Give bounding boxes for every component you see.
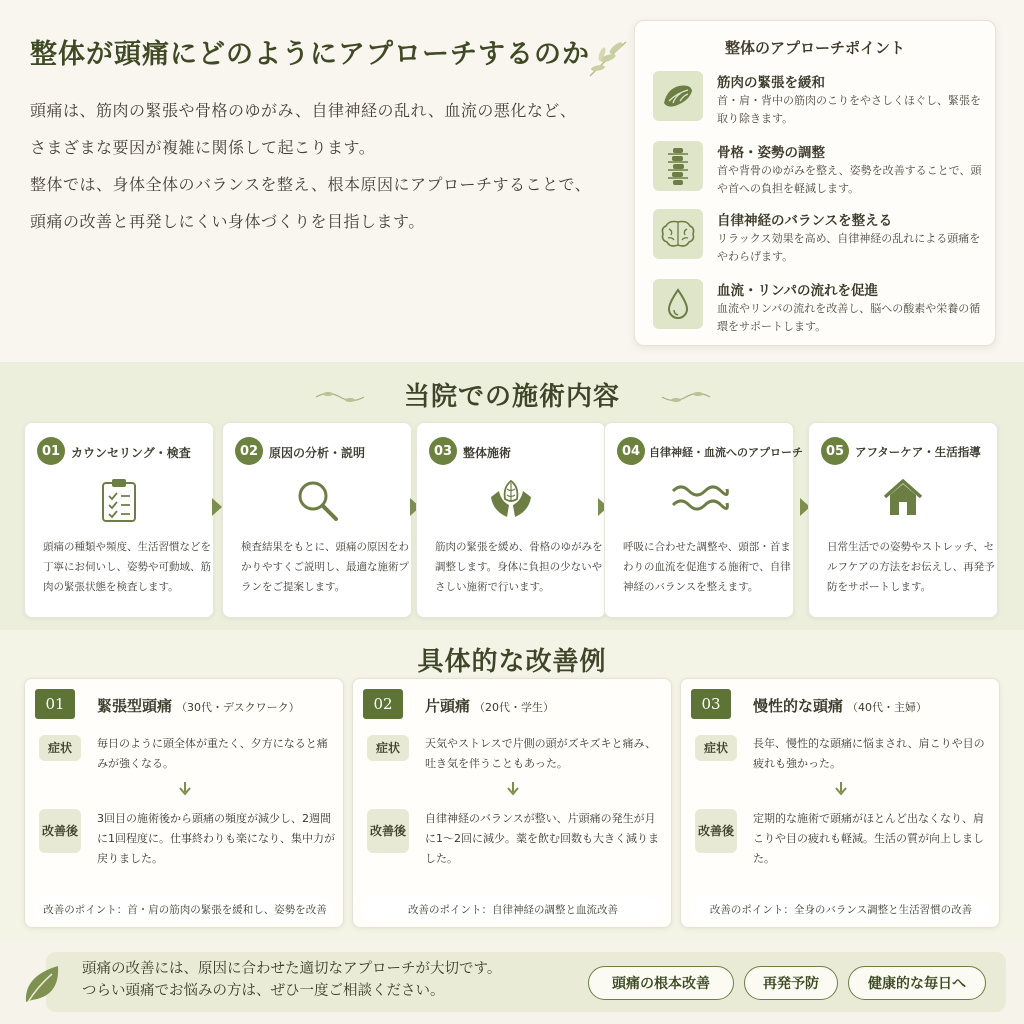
step-card (416, 422, 606, 618)
symptom-tag: 症状 (367, 735, 409, 761)
step-number: 05 (821, 437, 849, 465)
case-title-text: 片頭痛 (425, 697, 471, 715)
examples-title: 具体的な改善例 (417, 647, 607, 677)
case-subtitle: （20代・学生） (474, 701, 555, 714)
symptom-tag: 症状 (39, 735, 81, 761)
case-subtitle: （40代・主婦） (847, 701, 928, 714)
point-item (653, 141, 993, 205)
step-card (808, 422, 998, 618)
step-card (604, 422, 803, 618)
point-item (653, 209, 993, 273)
step-number: 02 (235, 437, 263, 465)
after-tag: 改善後 (695, 809, 737, 853)
intro-line: 頭痛の改善と再発しにくい身体づくりを目指します。 (30, 212, 425, 231)
step-number: 04 (617, 437, 645, 465)
point-desc: リラックス効果を高め、自律神経の乱れによる頭痛をやわらげます。 (717, 232, 981, 263)
case-title (753, 695, 927, 716)
hands-icon (417, 477, 605, 521)
after-text: 定期的な施術で頭痛がほとんど出なくなり、肩こりや目の疲れも軽減。生活の質が向上しました。 (753, 812, 984, 865)
intro-body (30, 92, 620, 240)
step-title: 自律神経・血流へのアプローチ (649, 446, 803, 459)
step-card (222, 422, 412, 618)
case-number-text: 03 (701, 695, 721, 713)
point-item (653, 279, 993, 343)
after-tag: 改善後 (367, 809, 409, 853)
point-desc: 首や背骨のゆがみを整え、姿勢を改善することで、頭や首への負担を軽減します。 (717, 164, 982, 195)
point-desc: 首・肩・背中の筋肉のこりをやさしくほぐし、緊張を取り除きます。 (717, 94, 981, 125)
wave-icon (605, 477, 793, 517)
approach-points-card (634, 20, 996, 346)
pill-root-improvement: 頭痛の根本改善 (588, 966, 734, 1000)
symptom-tag: 症状 (695, 735, 737, 761)
house-icon (809, 477, 997, 519)
case-title-text: 緊張型頭痛 (97, 697, 173, 715)
page-title: 整体が頭痛にどのようにアプローチするのか (30, 39, 590, 70)
footer-message (82, 958, 501, 1002)
footer-line: 頭痛の改善には、原因に合わせた適切なアプローチが大切です。 (82, 961, 502, 977)
case-point: 改善のポイント：首・肩の筋肉の緊張を緩和し、姿勢を改善 (35, 897, 335, 921)
down-arrow-icon (833, 781, 849, 797)
down-arrow-icon (505, 781, 521, 797)
step-desc: 呼吸に合わせた調整や、頭部・首まわりの血流を促進する施術で、自律神経のバランスを整えます。 (623, 541, 791, 593)
case-subtitle: （30代・デスクワーク） (176, 701, 300, 714)
case-title-text: 慢性的な頭痛 (753, 697, 844, 715)
point-title: 自律神経のバランスを整える (717, 213, 893, 229)
pill-healthy-days: 健康的な毎日へ (848, 966, 986, 1000)
approach-points-title: 整体のアプローチポイント (724, 39, 905, 57)
point-desc: 血流やリンパの流れを改善し、脳への酸素や栄養の循環をサポートします。 (717, 302, 981, 333)
muscle-icon (653, 71, 703, 121)
case-number-text: 02 (373, 695, 393, 713)
point-title: 血流・リンパの流れを促進 (717, 283, 879, 299)
point-title: 骨格・姿勢の調整 (717, 145, 825, 161)
step-title: アフターケア・生活指導 (855, 445, 981, 459)
symptom-text: 毎日のように頭全体が重たく、夕方になると痛みが強くなる。 (97, 737, 328, 770)
step-number: 01 (37, 437, 65, 465)
step-desc: 筋肉の緊張を緩め、骨格のゆがみを調整します。身体に負担の少ないやさしい施術で行います。 (435, 541, 603, 593)
step-title: 整体施術 (463, 446, 512, 460)
symptom-text: 天気やストレスで片側の頭がズキズキと痛み、吐き気を伴うこともあった。 (425, 737, 657, 770)
step-desc: 検査結果をもとに、頭痛の原因をわかりやすくご説明し、最適な施術プランをご提案します。 (241, 541, 409, 593)
drop-icon (653, 279, 703, 329)
after-tag: 改善後 (39, 809, 81, 853)
brain-icon (653, 209, 703, 259)
case-title (97, 695, 300, 716)
case-card (24, 678, 344, 928)
pill-prevention: 再発予防 (744, 966, 838, 1000)
treatment-title: 当院での施術内容 (403, 382, 620, 412)
point-item (653, 71, 993, 135)
case-number (691, 689, 731, 719)
leaf-branch-icon (586, 38, 630, 78)
step-title: 原因の分析・説明 (269, 446, 366, 460)
magnifier-icon (223, 477, 411, 523)
case-point: 改善のポイント：全身のバランス調整と生活習慣の改善 (691, 897, 991, 921)
symptom-text: 長年、慢性的な頭痛に悩まされ、肩こりや目の疲れも強かった。 (753, 737, 985, 770)
intro-line: 頭痛は、筋肉の緊張や骨格のゆがみ、自律神経の乱れ、血流の悪化など、 (30, 101, 577, 120)
intro-line: 整体では、身体全体のバランスを整え、根本原因にアプローチすることで、 (30, 175, 592, 194)
clipboard-icon (25, 477, 213, 523)
intro-line: さまざまな要因が複雑に関係して起こります。 (30, 138, 376, 157)
step-title: カウンセリング・検査 (71, 446, 191, 460)
step-desc: 頭痛の種類や頻度、生活習慣などを丁寧にお伺いし、姿勢や可動域、筋肉の緊張状態を検査します。 (43, 541, 211, 593)
case-number (35, 689, 75, 719)
case-point: 改善のポイント：自律神経の調整と血流改善 (363, 897, 663, 921)
case-card (352, 678, 672, 928)
leaf-icon (22, 962, 62, 1006)
after-text: 自律神経のバランスが整い、片頭痛の発生が月に1〜2回に減少。薬を飲む回数も大きく減りました。 (425, 812, 659, 865)
point-title: 筋肉の緊張を緩和 (717, 75, 825, 91)
vine-right-icon (660, 388, 712, 406)
case-title (425, 695, 554, 716)
after-text: 3回目の施術後から頭痛の頻度が減少し、2週間に1回程度に。仕事終わりも楽になり、集中力が戻りました。 (97, 812, 335, 865)
step-arrow-icon (212, 498, 222, 516)
footer-line: つらい頭痛でお悩みの方は、ぜひ一度ご相談ください。 (82, 983, 445, 999)
case-number-text: 01 (45, 695, 65, 713)
step-card (24, 422, 214, 618)
case-card (680, 678, 1000, 928)
step-number: 03 (429, 437, 457, 465)
spine-icon (653, 141, 703, 191)
step-desc: 日常生活での姿勢やストレッチ、セルフケアの方法をお伝えし、再発予防をサポートします。 (827, 541, 995, 593)
case-number (363, 689, 403, 719)
down-arrow-icon (177, 781, 193, 797)
